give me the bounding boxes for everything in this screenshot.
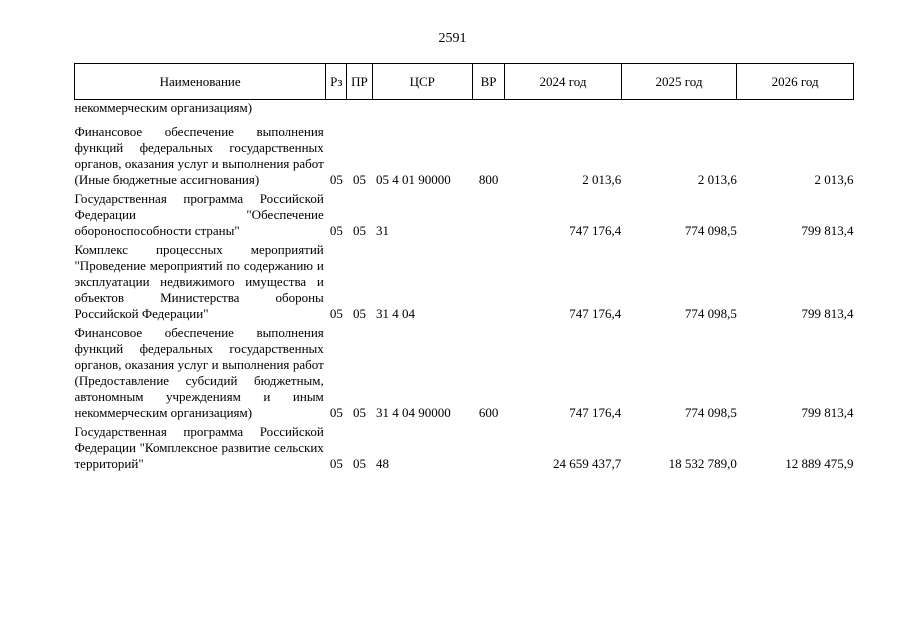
row-vr: [473, 421, 505, 472]
col-header-2025: 2025 год: [621, 64, 737, 100]
page-number: 2591: [438, 31, 467, 46]
col-header-name: Наименование: [75, 64, 326, 100]
row-pr: 05: [352, 223, 366, 238]
table-row: [75, 421, 854, 472]
row-2026: 799 813,4: [801, 306, 854, 321]
continuation-row: [75, 100, 854, 117]
col-header-2024: 2024 год: [505, 64, 622, 100]
row-csr: 31 4 04: [376, 306, 415, 321]
col-header-csr: ЦСР: [372, 64, 473, 100]
row-2024: 747 176,4: [569, 223, 622, 238]
row-2024: 747 176,4: [569, 405, 622, 420]
row-2024: 2 013,6: [582, 172, 622, 187]
row-csr: 48: [376, 456, 389, 471]
row-2026: 799 813,4: [801, 405, 854, 420]
row-name: Государственная программа Российской Федерации "Комплексное развитие сельских территорий": [74, 424, 324, 471]
col-header-vr: ВР: [473, 64, 505, 100]
row-rz: 05: [329, 306, 343, 321]
row-rz: 05: [329, 405, 343, 420]
row-pr: 05: [352, 172, 366, 187]
col-header-pr: ПР: [347, 64, 372, 100]
row-name: Финансовое обеспечение выполнения функций федеральных государственных органов, оказания услуг и выполнения работ (Предоставление субсидий бюджетным, автономным учреждениям и иным некоммерческим организациям): [74, 325, 324, 420]
row-csr: 31 4 04 90000: [376, 405, 451, 420]
row-2025: 18 532 789,0: [668, 456, 737, 471]
row-rz: 05: [329, 223, 343, 238]
col-header-rz: Рз: [326, 64, 347, 100]
row-2026: 799 813,4: [801, 223, 854, 238]
row-vr: 600: [478, 405, 499, 420]
row-2024: 747 176,4: [569, 306, 622, 321]
table-row: [75, 322, 854, 421]
row-2026: 2 013,6: [814, 172, 854, 187]
row-csr: 31: [376, 223, 389, 238]
row-2025: 774 098,5: [684, 405, 737, 420]
row-rz: 05: [329, 456, 343, 471]
col-header-2026: 2026 год: [737, 64, 854, 100]
row-vr: [473, 188, 505, 239]
row-pr: 05: [352, 405, 366, 420]
row-rz: 05: [329, 172, 343, 187]
row-vr: 800: [478, 172, 499, 187]
table-row: [75, 116, 854, 188]
continuation-text: некоммерческим организациям): [74, 100, 253, 115]
table-row: [75, 188, 854, 239]
row-csr: 05 4 01 90000: [376, 172, 451, 187]
row-2026: 12 889 475,9: [785, 456, 854, 471]
row-name: Комплекс процессных мероприятий "Проведение мероприятий по содержанию и эксплуатации недвижимого имущества и объектов Министерства обороны Российской Федерации": [74, 242, 324, 321]
table-row: [75, 239, 854, 322]
row-2024: 24 659 437,7: [553, 456, 622, 471]
row-2025: 774 098,5: [684, 306, 737, 321]
row-pr: 05: [352, 456, 366, 471]
row-pr: 05: [352, 306, 366, 321]
row-name: Финансовое обеспечение выполнения функций федеральных государственных органов, оказания услуг и выполнения работ (Иные бюджетные ассигнования): [74, 124, 324, 187]
row-2025: 2 013,6: [697, 172, 737, 187]
table-header-row: [75, 64, 854, 100]
row-2025: 774 098,5: [684, 223, 737, 238]
budget-table: [74, 63, 854, 472]
row-vr: [473, 239, 505, 322]
row-name: Государственная программа Российской Федерации "Обеспечение обороноспособности страны": [74, 191, 324, 238]
